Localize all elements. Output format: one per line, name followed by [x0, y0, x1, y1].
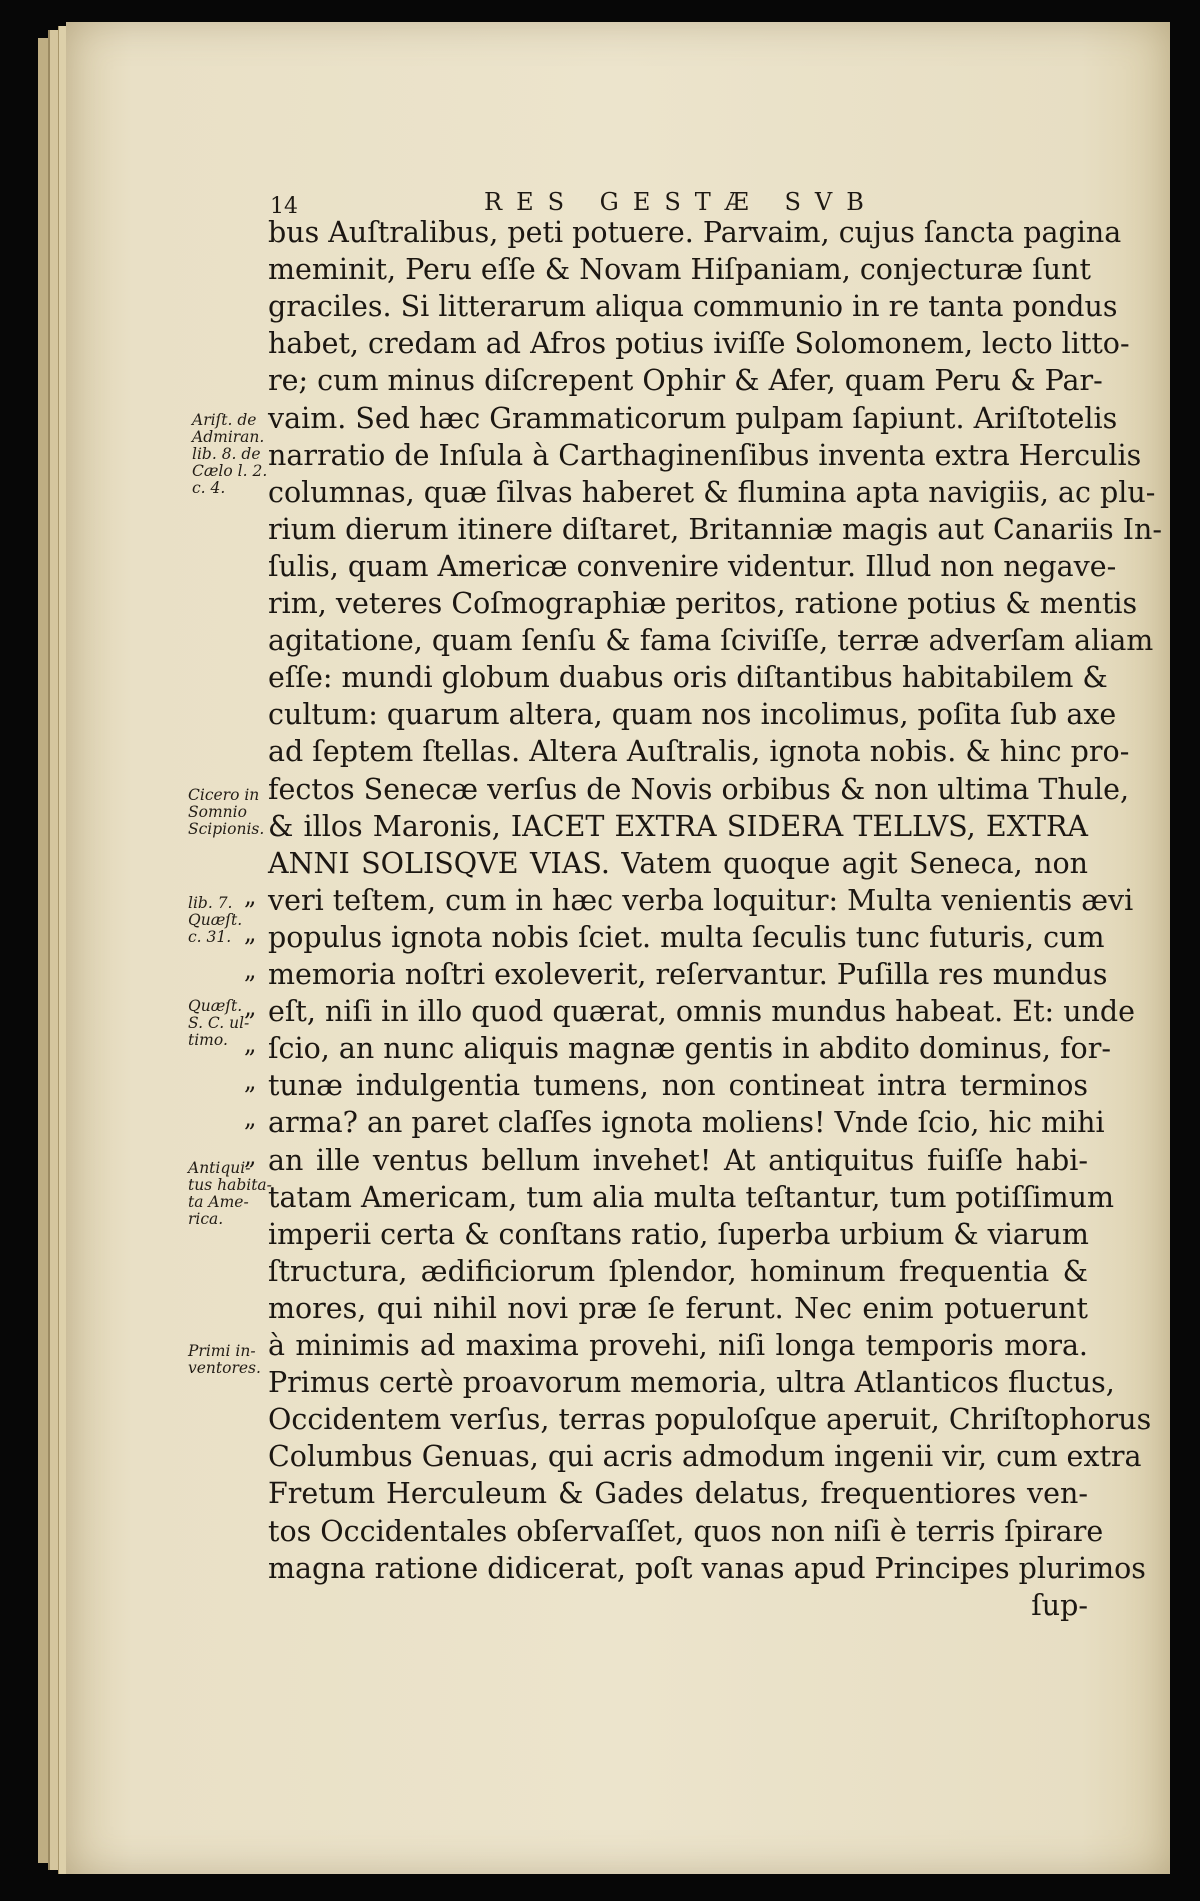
- text-line: ad ſeptem ſtellas. Altera Auſtralis, ignota nobis. & hinc pro-: [268, 735, 1130, 769]
- text-line: imperii certa & conſtans ratio, ſuperba urbium & viarum: [268, 1217, 1089, 1251]
- text-line: tatam Americam, tum alia multa teſtantur, tum potiſſimum: [268, 1180, 1115, 1214]
- margin-note: Quæſt. S. C. ul- timo.: [188, 997, 250, 1049]
- text-line: cultum: quarum altera, quam nos incolimus, poſita ſub axe: [268, 698, 1117, 732]
- text-line: ſtructura, ædificiorum ſplendor, hominum frequentia &: [268, 1254, 1088, 1288]
- text-line: tos Occidentales obſervaſſet, quos non niſi è terris ſpirare: [268, 1514, 1104, 1548]
- text-line: mores, qui nihil novi præ ſe ferunt. Nec enim potuerunt: [268, 1291, 1088, 1325]
- text-line: narratio de Inſula à Carthaginenſibus inventa extra Herculis: [268, 438, 1142, 472]
- text-line: memoria noſtri exoleverit, reſervantur. Puſilla res mundus: [268, 958, 1108, 991]
- quote-mark: „: [244, 993, 257, 1022]
- text-line: habet, credam ad Afros potius iviſſe Solomonem, lecto litto-: [268, 327, 1130, 361]
- text-line: vaim. Sed hæc Grammaticorum pulpam ſapiunt. Ariſtotelis: [268, 401, 1118, 435]
- text-line: populus ignota nobis ſciet. multa ſeculis tunc futuris, cum: [268, 920, 1105, 954]
- text-line: & illos Maronis, IACET EXTRA SIDERA TELLVS, EXTRA: [268, 809, 1088, 843]
- text-line: ANNI SOLISQVE VIAS. Vatem quoque agit Seneca, non: [268, 846, 1088, 880]
- text-line: à minimis ad maxima provehi, niſi longa temporis mora.: [268, 1329, 1088, 1362]
- text-line: Primus certè proavorum memoria, ultra Atlanticos fluctus,: [268, 1366, 1115, 1400]
- running-head: RES GESTÆ SVB: [484, 188, 878, 216]
- text-line: Fretum Herculeum & Gades delatus, frequentiores ven-: [268, 1477, 1088, 1511]
- text-line: magna ratione didicerat, poſt vanas apud Principes plurimos: [268, 1551, 1146, 1585]
- catchword: ſup-: [1031, 1588, 1088, 1622]
- text-line: rim, veteres Coſmographiæ peritos, ratione potius & mentis: [268, 587, 1138, 620]
- text-line: graciles. Si litterarum aliqua communio in re tanta pondus: [268, 290, 1118, 324]
- text-line: re; cum minus diſcrepent Ophir & Afer, quam Peru & Par-: [268, 364, 1103, 398]
- text-line: eſt, niſi in illo quod quærat, omnis mundus habeat. Et: unde: [268, 995, 1136, 1029]
- text-line: veri teſtem, cum in hæc verba loquitur: Multa venientis ævi: [268, 883, 1134, 917]
- quote-mark: „: [244, 918, 257, 947]
- text-line: Occidentem verſus, terras populoſque aperuit, Chriſtophorus: [268, 1403, 1152, 1437]
- margin-note: Cicero in Somnio Scipionis.: [188, 786, 265, 838]
- text-line: eſſe: mundi globum duabus oris diſtantibus habitabilem &: [268, 661, 1108, 695]
- text-line: columnas, quæ ſilvas haberet & flumina apta navigiis, ac plu-: [268, 475, 1156, 509]
- text-line: tunæ indulgentia tumens, non contineat intra terminos: [268, 1069, 1088, 1103]
- text-line: rium dierum itinere diſtaret, Britanniæ magis aut Canariis In-: [268, 512, 1162, 546]
- margin-note: Ariſt. de Admiran. lib. 8. de Cælo l. 2. c. 4.: [192, 411, 268, 497]
- text-line: arma? an paret claſſes ignota moliens! Vnde ſcio, hic mihi: [268, 1106, 1105, 1140]
- text-line: ſulis, quam Americæ convenire videntur. Illud non negave-: [268, 549, 1117, 583]
- text-line: bus Auſtralibus, peti potuere. Parvaim, cujus ſancta pagina: [268, 216, 1122, 249]
- margin-note: Antiqui- tus habita- ta Ame- rica.: [188, 1159, 272, 1228]
- text-line: an ille ventus bellum invehet! At antiquitus fuiſſe habi-: [268, 1143, 1088, 1177]
- quote-mark: „: [244, 1104, 257, 1133]
- margin-note: lib. 7. Quæſt. c. 31.: [188, 894, 243, 946]
- quote-mark: „: [244, 1067, 257, 1096]
- quote-mark: „: [244, 956, 257, 984]
- text-line: agitatione, quam ſenſu & fama ſciviſſe, terræ adverſam aliam: [268, 624, 1154, 658]
- text-line: Columbus Genuas, qui acris admodum ingenii vir, cum extra: [268, 1440, 1142, 1474]
- quote-mark: „: [244, 1030, 257, 1059]
- quote-mark: „: [244, 881, 257, 910]
- quote-mark: „: [244, 1141, 257, 1170]
- text-line: meminit, Peru eſſe & Novam Hiſpaniam, conjecturæ ſunt: [268, 253, 1091, 287]
- text-line: ſcio, an nunc aliquis magnæ gentis in abdito dominus, for-: [268, 1032, 1111, 1066]
- text-line: fectos Senecæ verſus de Novis orbibus & non ultima Thule,: [268, 772, 1130, 806]
- page-number: 14: [270, 194, 298, 219]
- margin-note: Primi in- ventores.: [188, 1342, 261, 1377]
